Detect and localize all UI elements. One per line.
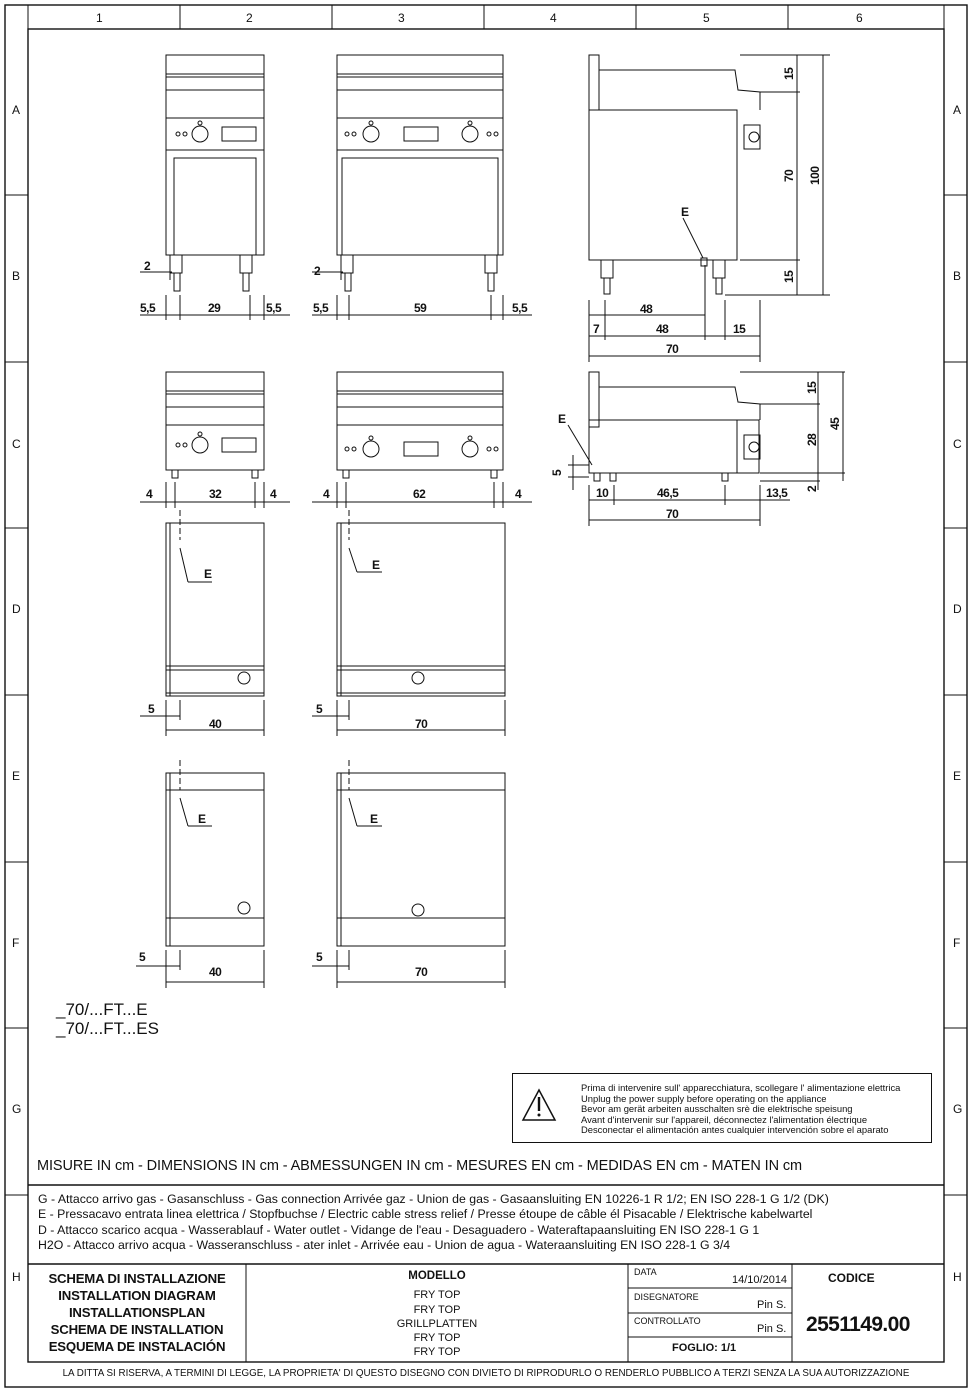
dim-label: E bbox=[198, 812, 206, 826]
dim-label: 70 bbox=[666, 342, 679, 356]
dim-label: 59 bbox=[414, 301, 427, 315]
dim-label: 62 bbox=[413, 487, 426, 501]
side-view-cabinet bbox=[589, 55, 760, 294]
front-view-70-top bbox=[337, 372, 503, 478]
legend-line: G - Attacco arrivo gas - Gasanschluss - Gas connection Arrivée gaz - Union de gas - Gasaansluiting EN 10226-1 R 1/2; EN ISO 228-1 G 1/2 (DK) bbox=[38, 1192, 829, 1206]
model-code: _70/...FT...ES bbox=[56, 1019, 159, 1038]
row-label-d-right: D bbox=[953, 602, 962, 616]
model-code: _70/...FT...E bbox=[56, 1000, 148, 1019]
scheme-title-line: SCHEMA DE INSTALLATION bbox=[50, 1321, 224, 1337]
dim-label: E bbox=[370, 812, 378, 826]
scheme-title bbox=[28, 1264, 246, 1360]
col-label-1: 1 bbox=[96, 11, 103, 25]
plan-view-70-a bbox=[337, 510, 505, 696]
row-label-d-left: D bbox=[12, 602, 21, 616]
model-cell bbox=[246, 1264, 628, 1360]
dim-label: 70 bbox=[782, 169, 796, 182]
scheme-title-line: SCHEMA DI INSTALLAZIONE bbox=[48, 1270, 226, 1286]
col-label-4: 4 bbox=[550, 11, 557, 25]
dim-label: 15 bbox=[782, 67, 796, 80]
model-name: FRY TOP bbox=[413, 1346, 461, 1359]
dim-label: 29 bbox=[208, 301, 221, 315]
front-view-40-cabinet bbox=[166, 55, 264, 291]
designer-label: DISEGNATORE bbox=[634, 1292, 699, 1302]
checked-value: Pin S. bbox=[757, 1323, 787, 1335]
dim-label: 70 bbox=[415, 717, 428, 731]
row-label-e-left: E bbox=[12, 769, 21, 783]
front-view-70-cabinet bbox=[337, 55, 503, 291]
dim-label: 28 bbox=[805, 433, 819, 446]
plan-view-70-b bbox=[337, 760, 505, 946]
dim-label: 46,5 bbox=[657, 486, 679, 500]
warning-line: Unplug the power supply before operating on the appliance bbox=[581, 1092, 827, 1104]
front-view-40-top bbox=[166, 372, 264, 478]
dim-label: 4 bbox=[146, 487, 153, 501]
code-value: 2551149.00 bbox=[806, 1313, 910, 1336]
dim-label: 5 bbox=[139, 950, 146, 964]
col-label-6: 6 bbox=[856, 11, 863, 25]
dim-label: 5,5 bbox=[512, 301, 528, 315]
row-label-a-left: A bbox=[12, 103, 21, 117]
scheme-title-line: ESQUEMA DE INSTALACIÓN bbox=[48, 1338, 226, 1354]
date-label: DATA bbox=[634, 1267, 657, 1277]
warning-line: Bevor am gerät arbeiten ausschalten srè die elektrische speisung bbox=[581, 1103, 853, 1115]
dim-label: 48 bbox=[656, 322, 669, 336]
plan-view-40-b bbox=[166, 760, 264, 946]
model-label: MODELLO bbox=[408, 1270, 466, 1282]
dim-label: E bbox=[372, 558, 380, 572]
sheet-number: FOGLIO: 1/1 bbox=[672, 1342, 737, 1354]
side-view-top bbox=[589, 372, 760, 481]
dim-label: 7 bbox=[593, 322, 600, 336]
col-label-5: 5 bbox=[703, 11, 710, 25]
row-label-a-right: A bbox=[953, 103, 962, 117]
dim-label: 15 bbox=[805, 381, 819, 394]
dim-label: 40 bbox=[209, 717, 222, 731]
dim-label: 48 bbox=[640, 302, 653, 316]
model-name: FRY TOP bbox=[413, 1303, 461, 1316]
warning-line: Desconectar el alimentación antes cualquier intervención sobre el aparato bbox=[581, 1124, 889, 1136]
row-label-c-right: C bbox=[953, 437, 962, 451]
row-label-h-left: H bbox=[12, 1270, 21, 1284]
model-list bbox=[56, 1000, 159, 1038]
designer-value: Pin S. bbox=[757, 1299, 787, 1311]
warning-line: Avant d'intervenir sur l'appareil, déconnectez l'alimentation électrique bbox=[581, 1113, 868, 1125]
row-label-f-left: F bbox=[12, 936, 20, 950]
dim-label: 70 bbox=[666, 507, 679, 521]
code-label: CODICE bbox=[828, 1271, 875, 1285]
row-label-f-right: F bbox=[953, 936, 961, 950]
legend-line: H2O - Attacco arrivo acqua - Wasseranschluss - ater inlet - Arrivée eau - Union de agua - Wateraansluiting EN ISO 228-1 G 3/4 bbox=[38, 1238, 731, 1253]
warning-line: Prima di intervenire sull' apparecchiatura, scollegare l' alimentazione elettrica bbox=[581, 1082, 901, 1093]
dim-label: 5,5 bbox=[266, 301, 282, 315]
dim-label: 5,5 bbox=[140, 301, 156, 315]
copyright-notice: LA DITTA SI RISERVA, A TERMINI DI LEGGE, LA PROPRIETA' DI QUESTO DISEGNO CON DIVIETO DI RIPRODURLO O RENDERLO PUBBLICO A TERZI SENZA LA SUA AUTORIZZAZIONE bbox=[62, 1368, 910, 1379]
dim-label: 15 bbox=[782, 270, 796, 283]
dim-label: 4 bbox=[515, 487, 522, 501]
legend-line: D - Attacco scarico acqua - Wasserablauf - Water outlet - Vidange de l'eau - Desaguadero - Wateraftapaansluiting EN ISO 228-1 G 1 bbox=[38, 1222, 760, 1237]
scheme-title-line: INSTALLATIONSPLAN bbox=[68, 1304, 206, 1320]
date-value: 14/10/2014 bbox=[732, 1274, 788, 1286]
dim-label: 5 bbox=[148, 702, 155, 716]
dim-label: 5 bbox=[316, 950, 323, 964]
scheme-title-line: INSTALLATION DIAGRAM bbox=[58, 1287, 216, 1303]
col-label-3: 3 bbox=[398, 11, 405, 25]
dim-label: 2 bbox=[805, 485, 819, 492]
dim-label: 45 bbox=[828, 417, 842, 430]
dim-label: 4 bbox=[323, 487, 330, 501]
model-name: FRY TOP bbox=[413, 1289, 461, 1302]
row-label-b-left: B bbox=[12, 269, 21, 283]
row-label-b-right: B bbox=[953, 269, 962, 283]
dim-label: 40 bbox=[209, 965, 222, 979]
dim-label: 5 bbox=[316, 702, 323, 716]
row-label-g-right: G bbox=[953, 1102, 963, 1116]
dim-label: 5,5 bbox=[313, 301, 329, 315]
dim-label: 10 bbox=[596, 486, 609, 500]
checked-label: CONTROLLATO bbox=[634, 1316, 701, 1326]
units-banner: MISURE IN cm - DIMENSIONS IN cm - ABMESSUNGEN IN cm - MESURES EN cm - MEDIDAS EN cm - MATEN IN cm bbox=[37, 1158, 803, 1174]
dim-label: 70 bbox=[415, 965, 428, 979]
dim-label: 32 bbox=[209, 487, 222, 501]
dim-label: 2 bbox=[314, 264, 321, 278]
dim-label: E bbox=[681, 205, 689, 219]
dim-label: E bbox=[558, 412, 566, 426]
warning-box bbox=[512, 1073, 932, 1143]
dim-label: E bbox=[204, 567, 212, 581]
row-label-c-left: C bbox=[12, 437, 21, 451]
row-label-h-right: H bbox=[953, 1270, 962, 1284]
dim-label: 5 bbox=[550, 469, 564, 476]
col-label-2: 2 bbox=[246, 11, 253, 25]
model-name: GRILLPLATTEN bbox=[396, 1317, 478, 1330]
connection-legend bbox=[38, 1192, 829, 1254]
row-label-e-right: E bbox=[953, 769, 962, 783]
dim-label: 13,5 bbox=[766, 486, 788, 500]
row-label-g-left: G bbox=[12, 1102, 22, 1116]
dim-label: 15 bbox=[733, 322, 746, 336]
dim-label: 2 bbox=[144, 259, 151, 273]
dim-label: 100 bbox=[808, 166, 822, 185]
dim-label: 4 bbox=[270, 487, 277, 501]
legend-line: E - Pressacavo entrata linea elettrica / Stopfbuchse / Electric cable stress relief / Presse étoupe de câble él Pisacable / Elektrische kabelwartel bbox=[38, 1207, 813, 1222]
plan-view-40-a bbox=[166, 510, 264, 696]
model-name: FRY TOP bbox=[413, 1332, 461, 1345]
